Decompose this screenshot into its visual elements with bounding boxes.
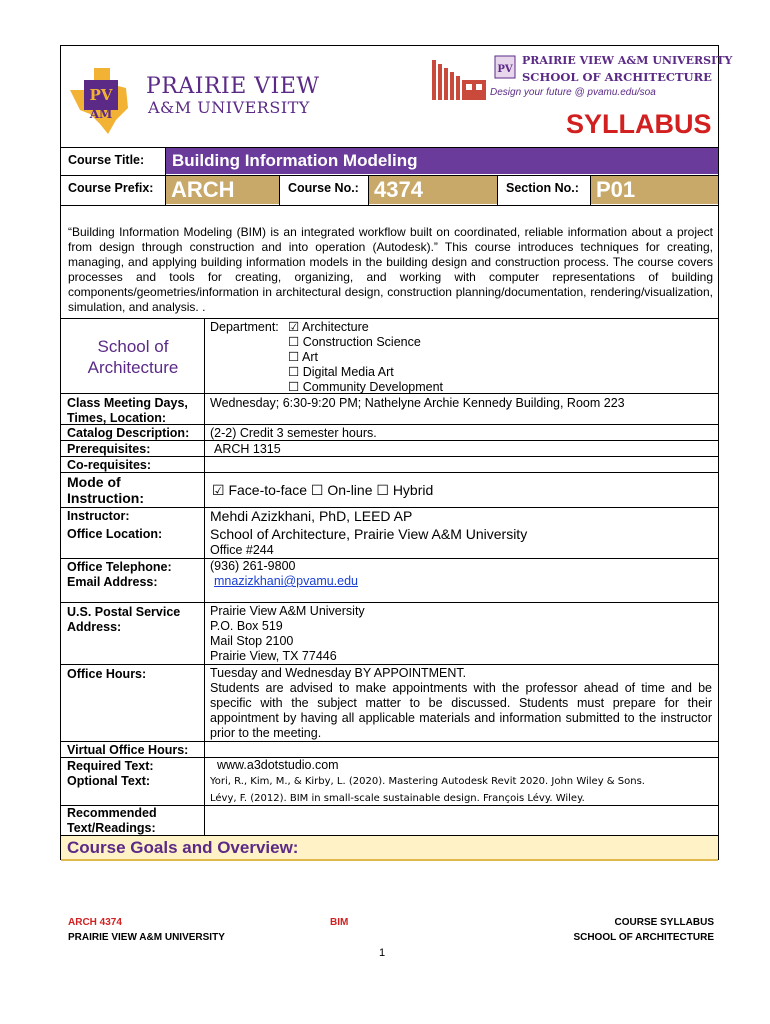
checkbox-empty-icon: ☐ [288,335,300,349]
soa-tagline: Design your future @ pvamu.edu/soa [490,87,656,98]
course-no-label: Course No.: [288,181,359,195]
course-title-bar [166,148,718,174]
recommended-label: Recommended Text/Readings: [67,806,157,835]
optional-text-label: Optional Text: [67,774,151,788]
syllabus-heading: SYLLABUS [566,109,712,139]
checkbox-empty-icon: ☐ [288,350,300,364]
svg-text:PV: PV [497,64,513,75]
office-value-line2: Office #244 [210,543,274,557]
soa-small-logo [492,53,518,83]
instructor-label: Instructor: [67,509,130,523]
course-no-box [369,176,497,204]
dept-option-label: Construction Science [302,335,421,349]
dept-option-label: Art [302,350,318,364]
hours-value: Tuesday and Wednesday BY APPOINTMENT. [210,666,467,680]
footer-center: BIM [330,917,349,928]
meeting-label: Class Meeting Days, Times, Location: [67,396,188,425]
course-goals-bar [61,836,718,861]
pvamu-mini-icon [492,53,518,83]
postal-line: Mail Stop 2100 [210,634,294,648]
optional-ref-2: Lévy, F. (2012). BIM in small-scale sustainable design. François Lévy. Wiley. [210,793,585,804]
course-title-label: Course Title: [68,153,145,167]
dept-option-label: Digital Media Art [302,365,394,379]
postal-address [210,604,365,664]
pvamu-name-line1: PRAIRIE VIEW [146,74,320,99]
svg-text:PV: PV [89,86,113,104]
postal-line: P.O. Box 519 [210,619,283,633]
meeting-value: Wednesday; 6:30-9:20 PM; Nathelyne Archie Kennedy Building, Room 223 [210,396,625,410]
catalog-label: Catalog Description: [67,426,190,440]
building-icon [430,54,490,104]
course-prefix: ARCH [171,177,235,202]
section-no-label: Section No.: [506,181,579,195]
hours-label: Office Hours: [67,667,147,681]
postal-label: U.S. Postal Service Address: [67,605,181,634]
footer-right-line2: SCHOOL OF ARCHITECTURE [573,932,714,943]
phone-label: Office Telephone: [67,560,172,574]
office-value-line1: School of Architecture, Prairie View A&M University [210,526,528,542]
mode-label: Mode of Instruction: [67,474,144,506]
pvamu-name-line2: A&M UNIVERSITY [148,98,310,117]
soa-building-logo [430,54,490,104]
dept-option-label: Architecture [302,320,369,334]
svg-text:AM: AM [89,107,113,121]
email-link[interactable]: mnazizkhani@pvamu.edu [214,574,359,588]
dept-option-label: Community Development [302,380,444,394]
prereq-value: ARCH 1315 [214,442,281,456]
department-label: Department: [210,320,279,334]
course-prefix-label: Course Prefix: [68,181,154,195]
prereq-label: Prerequisites: [67,442,151,456]
footer-left-line1: ARCH 4374 [68,917,122,928]
footer-left-line2: PRAIRIE VIEW A&M UNIVERSITY [68,932,225,943]
course-description: “Building Information Modeling (BIM) is an integrated workflow built on coordinated, reliable information about a project from design through construction and into operation (Autodesk).” This course introduces techniques for creating, managing, and applying building information models in the building design and construction process. The course covers processes and tools for creating, organizing, and working with computer representations of building components/geometries/information in architectural design, construction planning/documentation, rendering/visualization, simulation, and analysis. . [68,225,713,314]
course-number: 4374 [374,177,423,202]
page-number: 1 [379,947,386,959]
catalog-value: (2-2) Credit 3 semester hours. [210,426,377,440]
instructor-value: Mehdi Azizkhani, PhD, LEED AP [210,508,413,524]
required-text-label: Required Text: [67,759,154,773]
course-title: Building Information Modeling [172,151,418,170]
soa-line2: SCHOOL OF ARCHITECTURE [522,70,712,84]
coreq-label: Co-requisites: [67,458,152,472]
course-prefix-box [166,176,279,204]
school-name: School of Architecture [87,337,179,377]
dept-option-construction [288,335,488,350]
checkbox-empty-icon: ☐ [288,380,300,394]
email-label: Email Address: [67,575,158,589]
required-text-value: www.a3dotstudio.com [217,758,339,772]
dept-option-architecture [288,320,488,335]
section-number: P01 [596,177,636,202]
office-label: Office Location: [67,527,163,541]
optional-ref-1: Yori, R., Kim, M., & Kirby, L. (2020). Mastering Autodesk Revit 2020. John Wiley & Sons. [210,776,645,787]
virtual-hours-label: Virtual Office Hours: [67,743,189,757]
postal-line: Prairie View, TX 77446 [210,649,337,663]
checkbox-empty-icon: ☐ [288,365,300,379]
phone-value: (936) 261-9800 [210,559,296,573]
department-options [288,320,488,395]
dept-option-digital-media [288,365,488,380]
mode-value: ☑ Face-to-face ☐ On-line ☐ Hybrid [212,482,434,498]
checkbox-checked-icon: ☑ [288,320,300,334]
postal-line: Prairie View A&M University [210,604,365,618]
soa-line1: PRAIRIE VIEW A&M UNIVERSITY [522,54,733,67]
footer-right-line1: COURSE SYLLABUS [614,917,714,928]
course-goals-title: Course Goals and Overview: [67,838,299,857]
dept-option-art [288,350,488,365]
section-no-box [591,176,718,204]
hours-note: Students are advised to make appointments with the professor ahead of time and be specific with the subject matter to be discussed. Students must prepare for their appointment by having all applicable materials and information submitted to the instructor prior to the meeting. [210,681,712,740]
